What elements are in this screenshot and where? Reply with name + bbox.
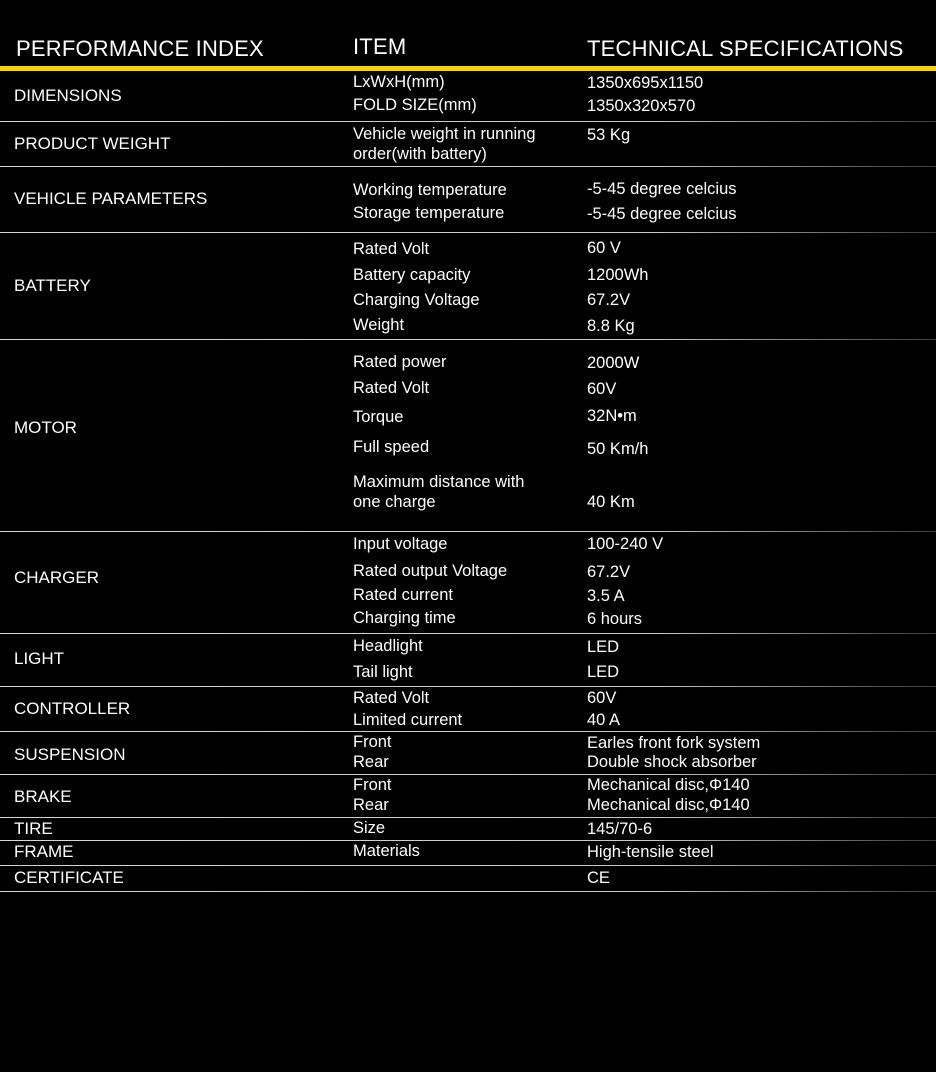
spec-value: 40 Km [587, 493, 635, 511]
spec-value: 50 Km/h [587, 440, 649, 458]
spec-value: 60V [587, 380, 617, 398]
spec-value: 67.2V [587, 291, 631, 309]
spec-value: 8.8 Kg [587, 317, 635, 335]
item-label: Charging time [353, 609, 456, 627]
row-divider [0, 531, 936, 532]
category-label: FRAME [14, 842, 74, 861]
spec-value: -5-45 degree celcius [587, 180, 737, 198]
spec-value: -5-45 degree celcius [587, 205, 737, 223]
spec-value: 53 Kg [587, 126, 631, 144]
item-label: Maximum distance with [353, 473, 525, 491]
item-label: Size [353, 819, 386, 837]
category-label: BRAKE [14, 787, 72, 806]
item-label: Front [353, 776, 392, 794]
spec-value: 40 A [587, 711, 621, 729]
row-divider [0, 774, 936, 775]
item-label: Materials [353, 842, 420, 860]
category-label: TIRE [14, 819, 53, 838]
row-divider [0, 891, 936, 892]
spec-value: 1350x320x570 [587, 97, 696, 115]
header-performance-index: PERFORMANCE INDEX [16, 36, 264, 61]
item-label: Front [353, 733, 392, 751]
spec-value: 3.5 A [587, 587, 625, 605]
item-label: Rated Volt [353, 689, 430, 707]
item-label: Working temperature [353, 181, 507, 199]
spec-value: 1350x695x1150 [587, 74, 704, 92]
spec-value: Mechanical disc,Φ140 [587, 796, 750, 814]
row-divider [0, 686, 936, 687]
category-label: PRODUCT WEIGHT [14, 134, 171, 153]
header-technical-specifications: TECHNICAL SPECIFICATIONS [587, 36, 904, 61]
item-label: Rated power [353, 353, 447, 371]
spec-value: High-tensile steel [587, 843, 714, 861]
row-divider [0, 865, 936, 866]
spec-value: 60V [587, 689, 617, 707]
spec-value: Double shock absorber [587, 753, 757, 771]
spec-value: Mechanical disc,Φ140 [587, 776, 750, 794]
spec-value: 6 hours [587, 610, 643, 628]
row-divider [0, 166, 936, 167]
row-divider [0, 817, 936, 818]
item-label: FOLD SIZE(mm) [353, 96, 477, 114]
item-label: Rated output Voltage [353, 562, 508, 580]
spec-value: 1200Wh [587, 266, 649, 284]
item-label: Vehicle weight in running [353, 125, 536, 143]
category-label: DIMENSIONS [14, 86, 122, 105]
category-label: CONTROLLER [14, 699, 131, 718]
item-label: Full speed [353, 438, 430, 456]
row-divider [0, 121, 936, 122]
item-label: Rated Volt [353, 240, 430, 258]
row-divider [0, 232, 936, 233]
spec-value: Earles front fork system [587, 734, 761, 752]
item-label: Storage temperature [353, 204, 505, 222]
category-label: MOTOR [14, 418, 77, 437]
item-label: Rear [353, 796, 389, 814]
item-label: Charging Voltage [353, 291, 480, 309]
spec-value: LED [587, 638, 620, 656]
row-divider [0, 731, 936, 732]
spec-value: 145/70-6 [587, 820, 653, 838]
spec-value: 32N•m [587, 407, 637, 425]
spec-value: 67.2V [587, 563, 631, 581]
category-label: VEHICLE PARAMETERS [14, 189, 208, 208]
category-label: LIGHT [14, 649, 65, 668]
item-label: Rated Volt [353, 379, 430, 397]
item-label: Torque [353, 408, 404, 426]
item-label: order(with battery) [353, 145, 487, 163]
spec-value: LED [587, 663, 620, 681]
spec-value: CE [587, 869, 610, 887]
item-label: Input voltage [353, 535, 448, 553]
category-label: SUSPENSION [14, 745, 126, 764]
item-label: Rear [353, 753, 389, 771]
row-divider [0, 633, 936, 634]
item-label: Weight [353, 316, 405, 334]
category-label: CERTIFICATE [14, 868, 124, 887]
table-header [0, 0, 936, 72]
item-label: Limited current [353, 711, 463, 729]
item-label: Headlight [353, 637, 423, 655]
item-label: Rated current [353, 586, 453, 604]
category-label: BATTERY [14, 276, 91, 295]
item-label: Tail light [353, 663, 413, 681]
category-label: CHARGER [14, 568, 100, 587]
header-item: ITEM [353, 34, 407, 59]
item-label: Battery capacity [353, 266, 471, 284]
spec-value: 2000W [587, 354, 640, 372]
item-label: one charge [353, 493, 436, 511]
header-accent-bar [0, 66, 936, 71]
spec-value: 60 V [587, 239, 621, 257]
spec-value: 100-240 V [587, 535, 664, 553]
item-label: LxWxH(mm) [353, 73, 445, 91]
row-divider [0, 339, 936, 340]
row-divider [0, 840, 936, 841]
